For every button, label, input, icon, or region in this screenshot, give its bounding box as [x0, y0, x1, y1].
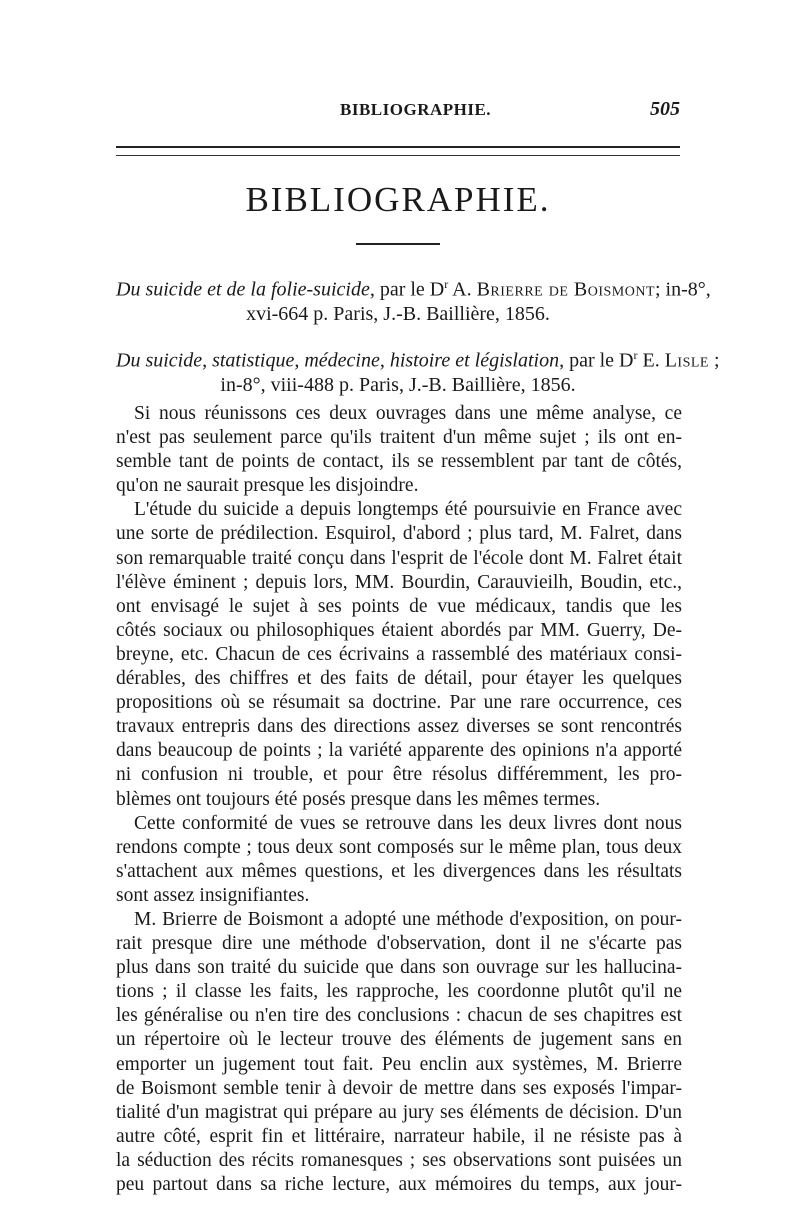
entry-author-initial: A. — [448, 278, 477, 301]
text-line: qu'on ne saurait presque les disjoindre. — [116, 475, 419, 497]
text-line: Cette conformité de vues se retrouve dans les deux livres dont nous — [134, 812, 682, 834]
text-line: breyne, etc. Chacun de ces écrivains a rassemblé des matériaux consi- — [116, 643, 682, 665]
text-line: l'élève éminent ; depuis lors, MM. Bourdin, Carauvieilh, Boudin, etc., — [116, 571, 682, 593]
body-text — [116, 402, 682, 1197]
bibliography-entry — [116, 343, 720, 397]
text-line: M. Brierre de Boismont a adopté une méthode d'exposition, on pour- — [134, 908, 682, 930]
text-line: rait presque dire une méthode d'observation, dont il ne s'écarte pas — [116, 933, 682, 955]
text-line: dérables, des chiffres et des faits de détail, pour étayer les quelques — [116, 668, 682, 690]
text-line: ni confusion ni trouble, et pour être résolus différemment, les pro- — [116, 764, 682, 786]
entry-format: ; in-8°, — [655, 278, 711, 301]
text-line: de Boismont semble tenir à devoir de mettre dans ses exposés l'impar- — [116, 1077, 682, 1099]
text-line: travaux entrepris dans des directions assez diverses se sont rencontrés — [116, 716, 682, 738]
entry-title: Du suicide et de la folie-suicide, — [116, 278, 375, 301]
text-line: Si nous réunissons ces deux ouvrages dans une même analyse, ce — [134, 403, 682, 424]
entry-title: Du suicide, statistique, médecine, histoire et législation, — [116, 349, 565, 372]
text-line: un répertoire où le lecteur trouve des éléments de jugement sans en — [116, 1029, 682, 1051]
entry-publication: xvi-664 p. Paris, J.-B. Baillière, 1856. — [246, 302, 550, 325]
text-line: dans beaucoup de points ; la variété apparente des opinions n'a apporté — [116, 740, 682, 762]
text-line: une sorte de prédilection. Esquirol, d'abord ; plus tard, M. Falret, dans — [116, 523, 682, 545]
running-head — [116, 100, 680, 124]
entry-author-prefix: par le D — [564, 349, 634, 372]
text-line: blèmes ont toujours été posés presque dans les mêmes termes. — [116, 788, 601, 810]
text-line: L'étude du suicide a depuis longtemps été poursuivie en France avec — [134, 499, 682, 521]
page-number: 505 — [650, 98, 680, 120]
entry-author-sup: r — [633, 348, 638, 362]
text-line: propositions où se résumait sa doctrine. Par une rare occurrence, ces — [116, 692, 682, 714]
entry-line — [116, 343, 720, 373]
entry-line — [116, 272, 711, 302]
header-double-rule — [116, 146, 680, 156]
text-line: tions ; il classe les faits, les rapproche, les coordonne plutôt qu'il ne — [116, 981, 682, 1003]
entry-author-sup: r — [444, 277, 449, 291]
text-line: côtés sociaux ou philosophiques étaient abordés par MM. Guerry, De- — [116, 619, 682, 641]
entry-author-name: Lisle — [664, 349, 709, 372]
entry-publication: in-8°, viii-488 p. Paris, J.-B. Baillière, 1856. — [220, 373, 576, 396]
title-rule — [356, 243, 440, 245]
text-line: n'est pas seulement parce qu'ils traitent d'un même sujet ; ils ont en- — [116, 427, 682, 449]
text-line: s'attachent aux mêmes questions, et les divergences dans les résultats — [116, 860, 682, 882]
entry-format: ; — [709, 349, 720, 372]
text-line: les généralise ou n'en tire des conclusions : chacun de ses chapitres est — [116, 1005, 682, 1027]
text-line: peu partout dans sa riche lecture, aux mémoires du temps, aux jour- — [116, 1174, 682, 1195]
text-line: sont assez insignifiantes. — [116, 884, 310, 906]
text-line: rendons compte ; tous deux sont composés sur le même plan, tous deux — [116, 836, 682, 858]
text-line: son remarquable traité conçu dans l'esprit de l'école dont M. Falret était — [116, 547, 682, 569]
text-line: tialité d'un magistrat qui prépare au jury ses éléments de décision. D'un — [116, 1101, 682, 1123]
text-line: ont envisagé le sujet à ses points de vue médicaux, tandis que les — [116, 595, 682, 617]
text-line: semble tant de points de contact, ils se ressemblent par tant de côtés, — [116, 451, 682, 473]
entry-author-initial: E. — [637, 349, 665, 372]
entry-author-name: Brierre de Boismont — [476, 278, 655, 301]
entry-author-prefix: par le D — [374, 278, 445, 301]
text-line: emporter un jugement tout fait. Peu enclin aux systèmes, M. Brierre — [116, 1053, 682, 1075]
text-line: la séduction des récits romanesques ; ses observations sont puisées un — [116, 1149, 682, 1171]
section-title: BIBLIOGRAPHIE. — [245, 180, 551, 219]
text-line: plus dans son traité du suicide que dans son ouvrage sur les hallucina- — [116, 957, 682, 979]
text-line: autre côté, esprit fin et littéraire, narrateur habile, il ne résiste pas à — [116, 1125, 682, 1147]
bibliography-entry — [116, 272, 711, 326]
running-title: BIBLIOGRAPHIE. — [340, 100, 492, 119]
